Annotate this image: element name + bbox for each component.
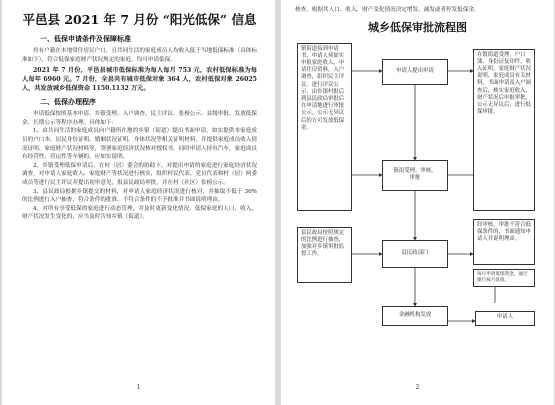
flow-step-county-civil-affairs: 县民政部门 — [382, 240, 448, 268]
continuation-paragraph: 核查，根据其人口、收入、财产变化情况决定增发、减发或者停发低保金。 — [295, 7, 480, 13]
flow-note-county-inspection: 县民政局按照规定的比例进行抽查，加强对乡镇审批监督工作。 — [297, 227, 352, 283]
procedure-paragraph-step4: 4、对所有享受低保的家庭进行动态管理，并及时更新变化情况。低保家庭的人口、收入、财产状况发生变化的，应当及时告知乡镇（街道）。 — [22, 205, 257, 221]
document-page-1 — [2, 0, 275, 405]
procedure-paragraph-step1: 1、由共同生活的家庭成员向户籍所在地的乡镇（街道）提出书面申请，如实提供本家庭成员的户口本、居民身份证明、婚姻状况证明、身体状况等相关证明材料，并提供家庭成员收入情况证明、家庭财产状况材料等，签署家庭经济状况核对授权书。同时申请人持有汽车、家庭成员有经营性、营运性等车辆的，应如实说明。 — [22, 128, 257, 161]
flow-note-required-materials: 在镇街道受理，户口簿、身份证复印件、收入证明、家庭财产状况说明、家庭成员有关材料，书面申请及入户调查后，核实家庭收入，财产状况后申报审批，公示无异议后，进行低保审批。 — [473, 49, 535, 211]
section-heading-procedure: 二、低保办理程序 — [40, 97, 96, 107]
section-heading-conditions: 一、低保申请条件及保障标准 — [40, 34, 131, 43]
procedure-paragraph-intro: 申请低保按照基本申请、乡镇受理、入户调查、民主评议、张榜公示、县级审批、发放低保金、长期公示等程序办理。具体如下： — [22, 111, 257, 126]
flow-step-bank-payment: 金融机构发放 — [382, 306, 448, 326]
document-page-2 — [281, 0, 554, 405]
flow-step-accept-review — [382, 160, 448, 191]
flow-note-monthly-payment: 每月申请低保资金，通过银行按月发放。 — [473, 269, 535, 287]
flowchart — [295, 41, 540, 326]
conditions-paragraph: 持有户籍在本地常住居民户口，且共同生活的家庭成员人均收入低于当地低保标准（具体标准如下），符合低保家庭财产状况规定的家庭，均可申请低保。 — [22, 48, 257, 63]
page-number: 2 — [415, 384, 420, 391]
flow-note-application-process: 镇街道接到申请书，申请人须如实申报家庭收入、申请住房资料，入户调查，组织民主评议，进行评议公示，由乡镇村报后到县民政局审批后在申请地进行审批公示，公示无异议后的方可发放低保金。 — [297, 43, 352, 211]
procedure-paragraph-step3: 3、县民政局根据乡镇提交的材料，对申请人家庭经济状况进行核对，并抽取不低于 30% 的比例进行入户抽查，符合条件的批准，不符合条件的不予批准并书面说明理由。 — [22, 188, 257, 204]
procedure-paragraph-step2: 2、乡镇受理低保申请后，在村（居）委会的协助下，对提出申请的家庭进行家庭经济状况调查，对申请人家庭收入、家庭财产等状况进行核实，组织村民代表、党员代表和村（居）两委成员等进行民主评议并提出初审意见，报县民政局审批，并在村（社区）张榜公示。 — [22, 162, 257, 186]
flowchart-title: 城乡低保审批流程图 — [368, 20, 467, 34]
page-title: 平邑县 2021 年 7 月份 “阳光低保” 信息 — [22, 12, 257, 27]
flow-note-rejection-notice: 经审核，审批不符合低保条件的，书面通知申请人并说明理由。 — [473, 219, 535, 265]
flow-step-accept-label: 镇街受理、审核、 — [393, 167, 437, 174]
page-number: 1 — [136, 384, 141, 391]
flow-step-apply: 申请人提出申请 — [382, 59, 448, 85]
standards-paragraph: 2021 年 7 月份，平邑县城市低保标准为每人每月 753 元，农村低保标准为每人每年 6960 元。7 月份，全县共有城市低保对象 364 人，农村低保对象 26025 人，共发放城乡低保资金 1150.1132 万元。 — [22, 67, 257, 93]
flow-step-recipient: 申请人 — [475, 311, 535, 326]
flow-step-approve-label: 审批 — [409, 175, 421, 182]
